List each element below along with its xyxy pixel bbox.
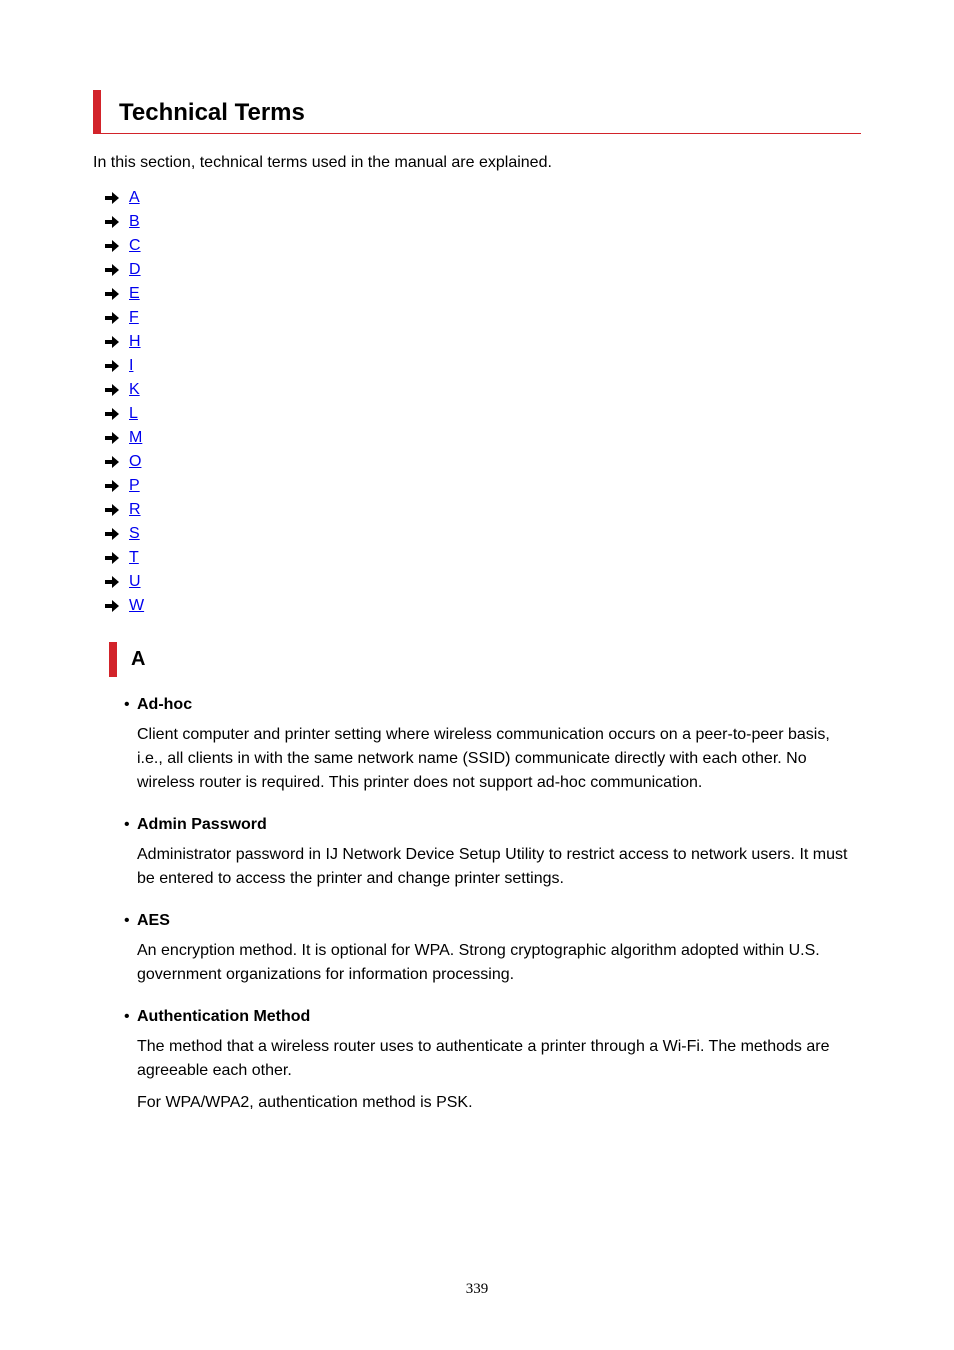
arrow-right-icon [105, 288, 119, 300]
title-accent-bar [93, 90, 101, 133]
term-description: Client computer and printer setting where wireless communication occurs on a peer-to-peer basis, i.e., all clients in with the same network name (SSID) communicate directly with each other. No wireless router is required. This printer does not support ad-hoc communication. [137, 726, 830, 791]
term-name [124, 911, 854, 931]
term-description: Administrator password in IJ Network Device Setup Utility to restrict access to network users. It must be entered to access the printer and change printer settings. [137, 846, 848, 887]
index-link-e[interactable]: E [129, 285, 140, 302]
index-link-l[interactable]: L [129, 405, 138, 422]
index-link-r[interactable]: R [129, 501, 141, 518]
index-item-k [105, 378, 144, 402]
index-item-e [105, 282, 144, 306]
index-link-w[interactable]: W [129, 597, 145, 614]
arrow-right-icon [105, 408, 119, 420]
section-accent-bar [109, 642, 117, 677]
index-item-d [105, 258, 144, 282]
index-item-c [105, 234, 144, 258]
index-item-a [105, 186, 144, 210]
index-link-s[interactable]: S [129, 525, 140, 542]
arrow-right-icon [105, 528, 119, 540]
index-link-u[interactable]: U [129, 573, 141, 590]
arrow-right-icon [105, 240, 119, 252]
term-description: The method that a wireless router uses to authenticate a printer through a Wi-Fi. The methods are agreeable each other. [137, 1038, 830, 1079]
index-link-c[interactable]: C [129, 237, 141, 254]
index-item-r [105, 498, 144, 522]
intro-text: In this section, technical terms used in the manual are explained. [93, 154, 552, 171]
bullet-icon: • [124, 1008, 130, 1025]
index-link-f[interactable]: F [129, 309, 139, 326]
index-link-t[interactable]: T [129, 549, 139, 566]
index-item-m [105, 426, 144, 450]
term-name [124, 1007, 854, 1027]
alphabet-index [105, 186, 144, 618]
index-item-l [105, 402, 144, 426]
page-title: Technical Terms [119, 99, 305, 126]
index-link-b[interactable]: B [129, 213, 140, 230]
term-name-text: Authentication Method [137, 1008, 311, 1025]
term-name-text: AES [137, 912, 170, 929]
index-link-p[interactable]: P [129, 477, 140, 494]
arrow-right-icon [105, 360, 119, 372]
index-link-d[interactable]: D [129, 261, 141, 278]
term-description: An encryption method. It is optional for WPA. Strong cryptographic algorithm adopted within U.S. government organizations for information processing. [137, 942, 820, 983]
index-link-i[interactable]: I [129, 357, 134, 374]
arrow-right-icon [105, 216, 119, 228]
page-title-block [93, 90, 861, 134]
term-description: For WPA/WPA2, authentication method is PSK. [137, 1094, 473, 1111]
index-link-m[interactable]: M [129, 429, 143, 446]
index-item-h [105, 330, 144, 354]
index-link-h[interactable]: H [129, 333, 141, 350]
arrow-right-icon [105, 192, 119, 204]
index-item-s [105, 522, 144, 546]
page-number: 339 [465, 1281, 489, 1297]
bullet-icon: • [124, 912, 130, 929]
bullet-icon: • [124, 816, 130, 833]
term-name-text: Ad-hoc [137, 696, 193, 713]
term-entry [124, 911, 854, 987]
arrow-right-icon [105, 336, 119, 348]
arrow-right-icon [105, 576, 119, 588]
arrow-right-icon [105, 480, 119, 492]
section-title: A [131, 648, 146, 670]
index-item-u [105, 570, 144, 594]
index-link-k[interactable]: K [129, 381, 140, 398]
term-name-text: Admin Password [137, 816, 267, 833]
index-item-o [105, 450, 144, 474]
index-link-a[interactable]: A [129, 189, 140, 206]
arrow-right-icon [105, 504, 119, 516]
term-name [124, 695, 854, 715]
arrow-right-icon [105, 312, 119, 324]
arrow-right-icon [105, 264, 119, 276]
bullet-icon: • [124, 696, 130, 713]
index-link-o[interactable]: O [129, 453, 142, 470]
arrow-right-icon [105, 432, 119, 444]
term-entry [124, 695, 854, 795]
arrow-right-icon [105, 456, 119, 468]
index-item-b [105, 210, 144, 234]
index-item-p [105, 474, 144, 498]
term-name [124, 815, 854, 835]
index-item-i [105, 354, 144, 378]
arrow-right-icon [105, 552, 119, 564]
arrow-right-icon [105, 384, 119, 396]
index-item-w [105, 594, 144, 618]
term-entry [124, 815, 854, 891]
index-item-t [105, 546, 144, 570]
arrow-right-icon [105, 600, 119, 612]
term-entry [124, 1007, 854, 1115]
index-item-f [105, 306, 144, 330]
